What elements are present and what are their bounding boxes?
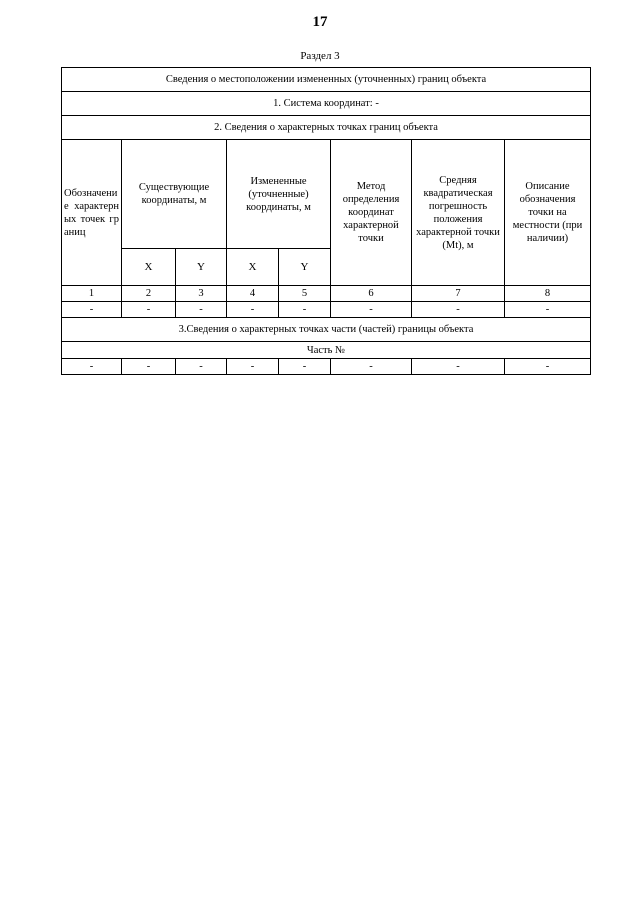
table-row [62, 359, 591, 375]
header-existing-coords: Существующие координаты, м [122, 140, 227, 249]
boundary-points-table [61, 67, 591, 375]
part-label: Часть № [62, 342, 591, 359]
table-cell: - [279, 302, 331, 318]
table-row [62, 302, 591, 318]
table-cell: - [331, 359, 412, 375]
column-number: 6 [331, 286, 412, 302]
column-number: 1 [62, 286, 122, 302]
column-number: 7 [412, 286, 505, 302]
parts-heading: 3.Сведения о характерных точках части (частей) границы объекта [62, 318, 591, 342]
header-changed-x: X [227, 249, 279, 286]
table-cell: - [412, 302, 505, 318]
table-cell: - [227, 302, 279, 318]
column-number: 5 [279, 286, 331, 302]
table-cell: - [176, 359, 227, 375]
column-number: 3 [176, 286, 227, 302]
page-number: 17 [312, 14, 328, 30]
header-existing-x: X [122, 249, 176, 286]
table-cell: - [331, 302, 412, 318]
column-number: 2 [122, 286, 176, 302]
points-heading: 2. Сведения о характерных точках границ объекта [62, 116, 591, 140]
coordinate-system: 1. Система координат: - [62, 92, 591, 116]
table-cell: - [176, 302, 227, 318]
table-cell: - [62, 359, 122, 375]
header-existing-y: Y [176, 249, 227, 286]
table-cell: - [412, 359, 505, 375]
section-label: Раздел 3 [300, 50, 340, 62]
column-number: 4 [227, 286, 279, 302]
header-changed-y: Y [279, 249, 331, 286]
header-description: Описание обозначения точки на местности (при наличии) [505, 140, 591, 286]
column-number: 8 [505, 286, 591, 302]
table-cell: - [505, 302, 591, 318]
header-point-designation [62, 140, 122, 286]
table-cell: - [122, 302, 176, 318]
header-error: Средняя квадратическая погрешность положения характерной точки (Mt), м [412, 140, 505, 286]
table-cell: - [505, 359, 591, 375]
table-cell: - [62, 302, 122, 318]
header-method: Метод определения координат характерной точки [331, 140, 412, 286]
table-cell: - [227, 359, 279, 375]
header-point-designation-text: Обозначение характерных точек границ [64, 187, 119, 238]
table-title: Сведения о местоположении измененных (уточненных) границ объекта [62, 68, 591, 92]
column-numbers-row [62, 286, 591, 302]
header-changed-coords: Измененные (уточненные) координаты, м [227, 140, 331, 249]
table-cell: - [122, 359, 176, 375]
table-cell: - [279, 359, 331, 375]
